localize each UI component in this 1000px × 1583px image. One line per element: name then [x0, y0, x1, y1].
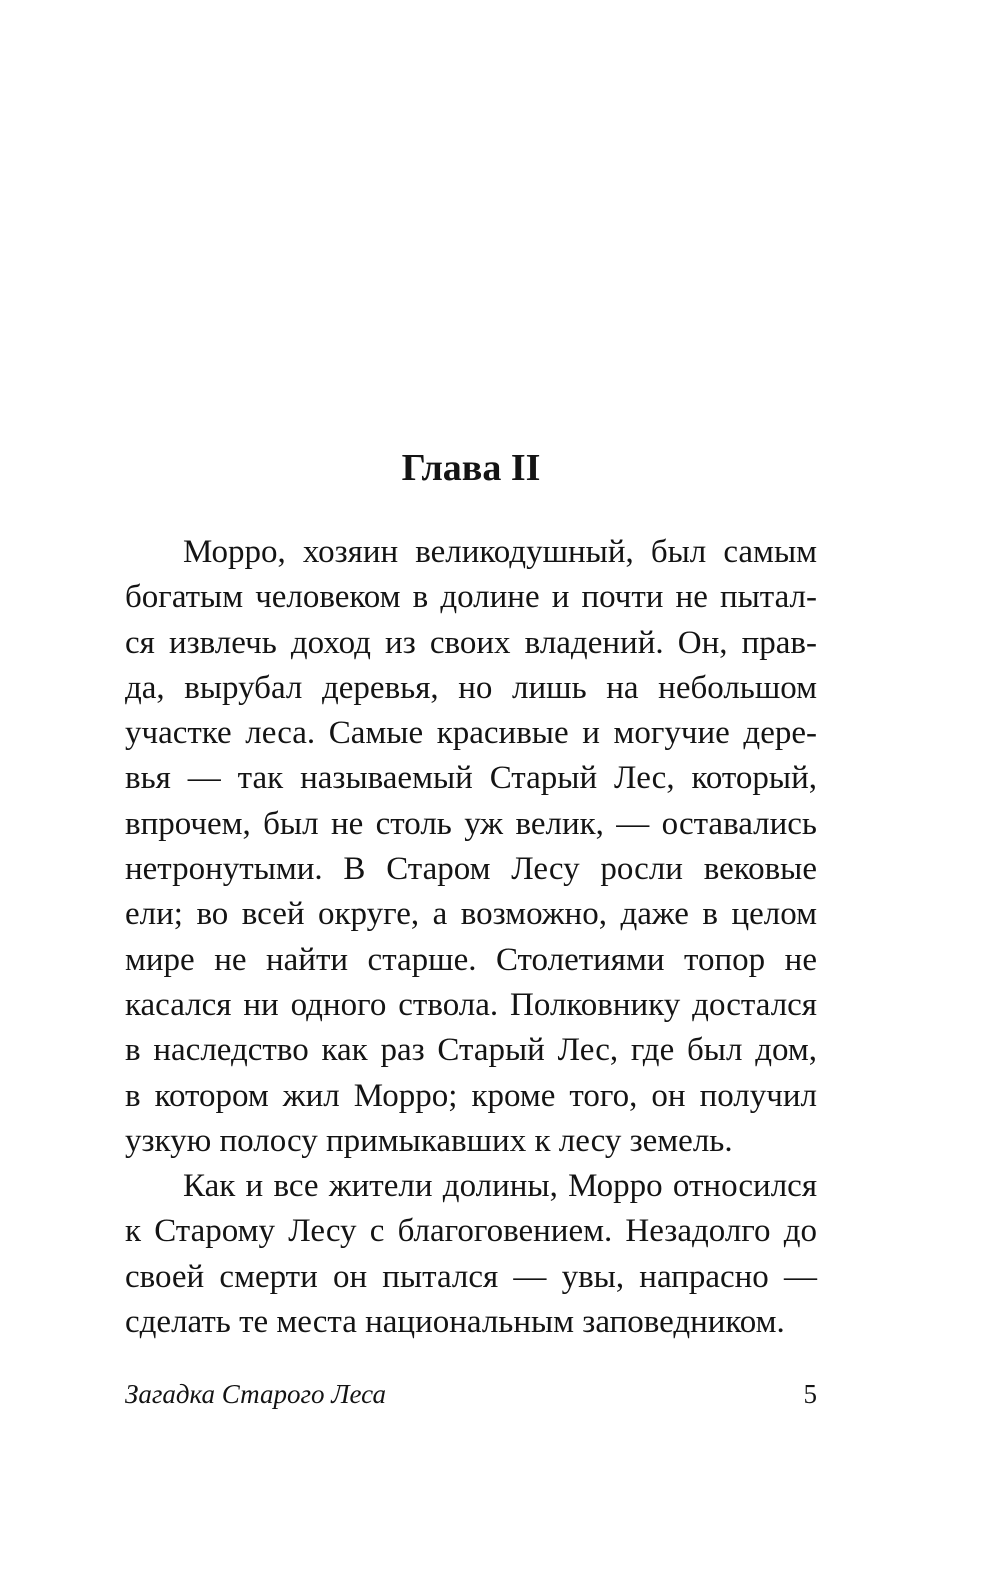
chapter-title: Глава II [401, 447, 541, 489]
page-number: 5 [803, 1379, 817, 1409]
text-line: сделать те места национальным заповедником. [125, 1304, 785, 1341]
text-line: вья — так называемый Старый Лес, который, [125, 760, 817, 797]
text-line: впрочем, был не столь уж велик, — оставались [125, 805, 817, 842]
text-line: мире не найти старше. Столетиями топор не [125, 941, 817, 978]
text-line: к Старому Лесу с благоговением. Незадолго до [125, 1213, 817, 1250]
paragraph-2 [125, 1164, 817, 1345]
page-footer [125, 1374, 817, 1414]
text-line: в наследство как раз Старый Лес, где был дом, [125, 1032, 817, 1069]
text-line: своей смерти он пытался — увы, напрасно — [125, 1258, 817, 1295]
text-line: участке леса. Самые красивые и могучие дере- [125, 715, 817, 752]
text-line: Как и все жители долины, Морро относился [183, 1168, 817, 1205]
text-line: богатым человеком в долине и почти не пытал- [125, 579, 817, 616]
text-line: нетронутыми. В Старом Лесу росли вековые [125, 851, 817, 888]
text-line: в котором жил Морро; кроме того, он получил [125, 1077, 817, 1114]
text-line: касался ни одного ствола. Полковнику достался [125, 986, 817, 1023]
text-line: узкую полосу примыкавших к лесу земель. [125, 1122, 733, 1159]
running-title: Загадка Старого Леса [125, 1379, 386, 1409]
text-line: да, вырубал деревья, но лишь на небольшом [125, 669, 817, 706]
text-line: Морро, хозяин великодушный, был самым [183, 534, 817, 570]
text-line: ели; во всей округе, а возможно, даже в целом [125, 896, 817, 933]
body-text [125, 530, 817, 1345]
text-line: ся извлечь доход из своих владений. Он, прав- [125, 624, 817, 661]
paragraph-1 [125, 530, 817, 1164]
